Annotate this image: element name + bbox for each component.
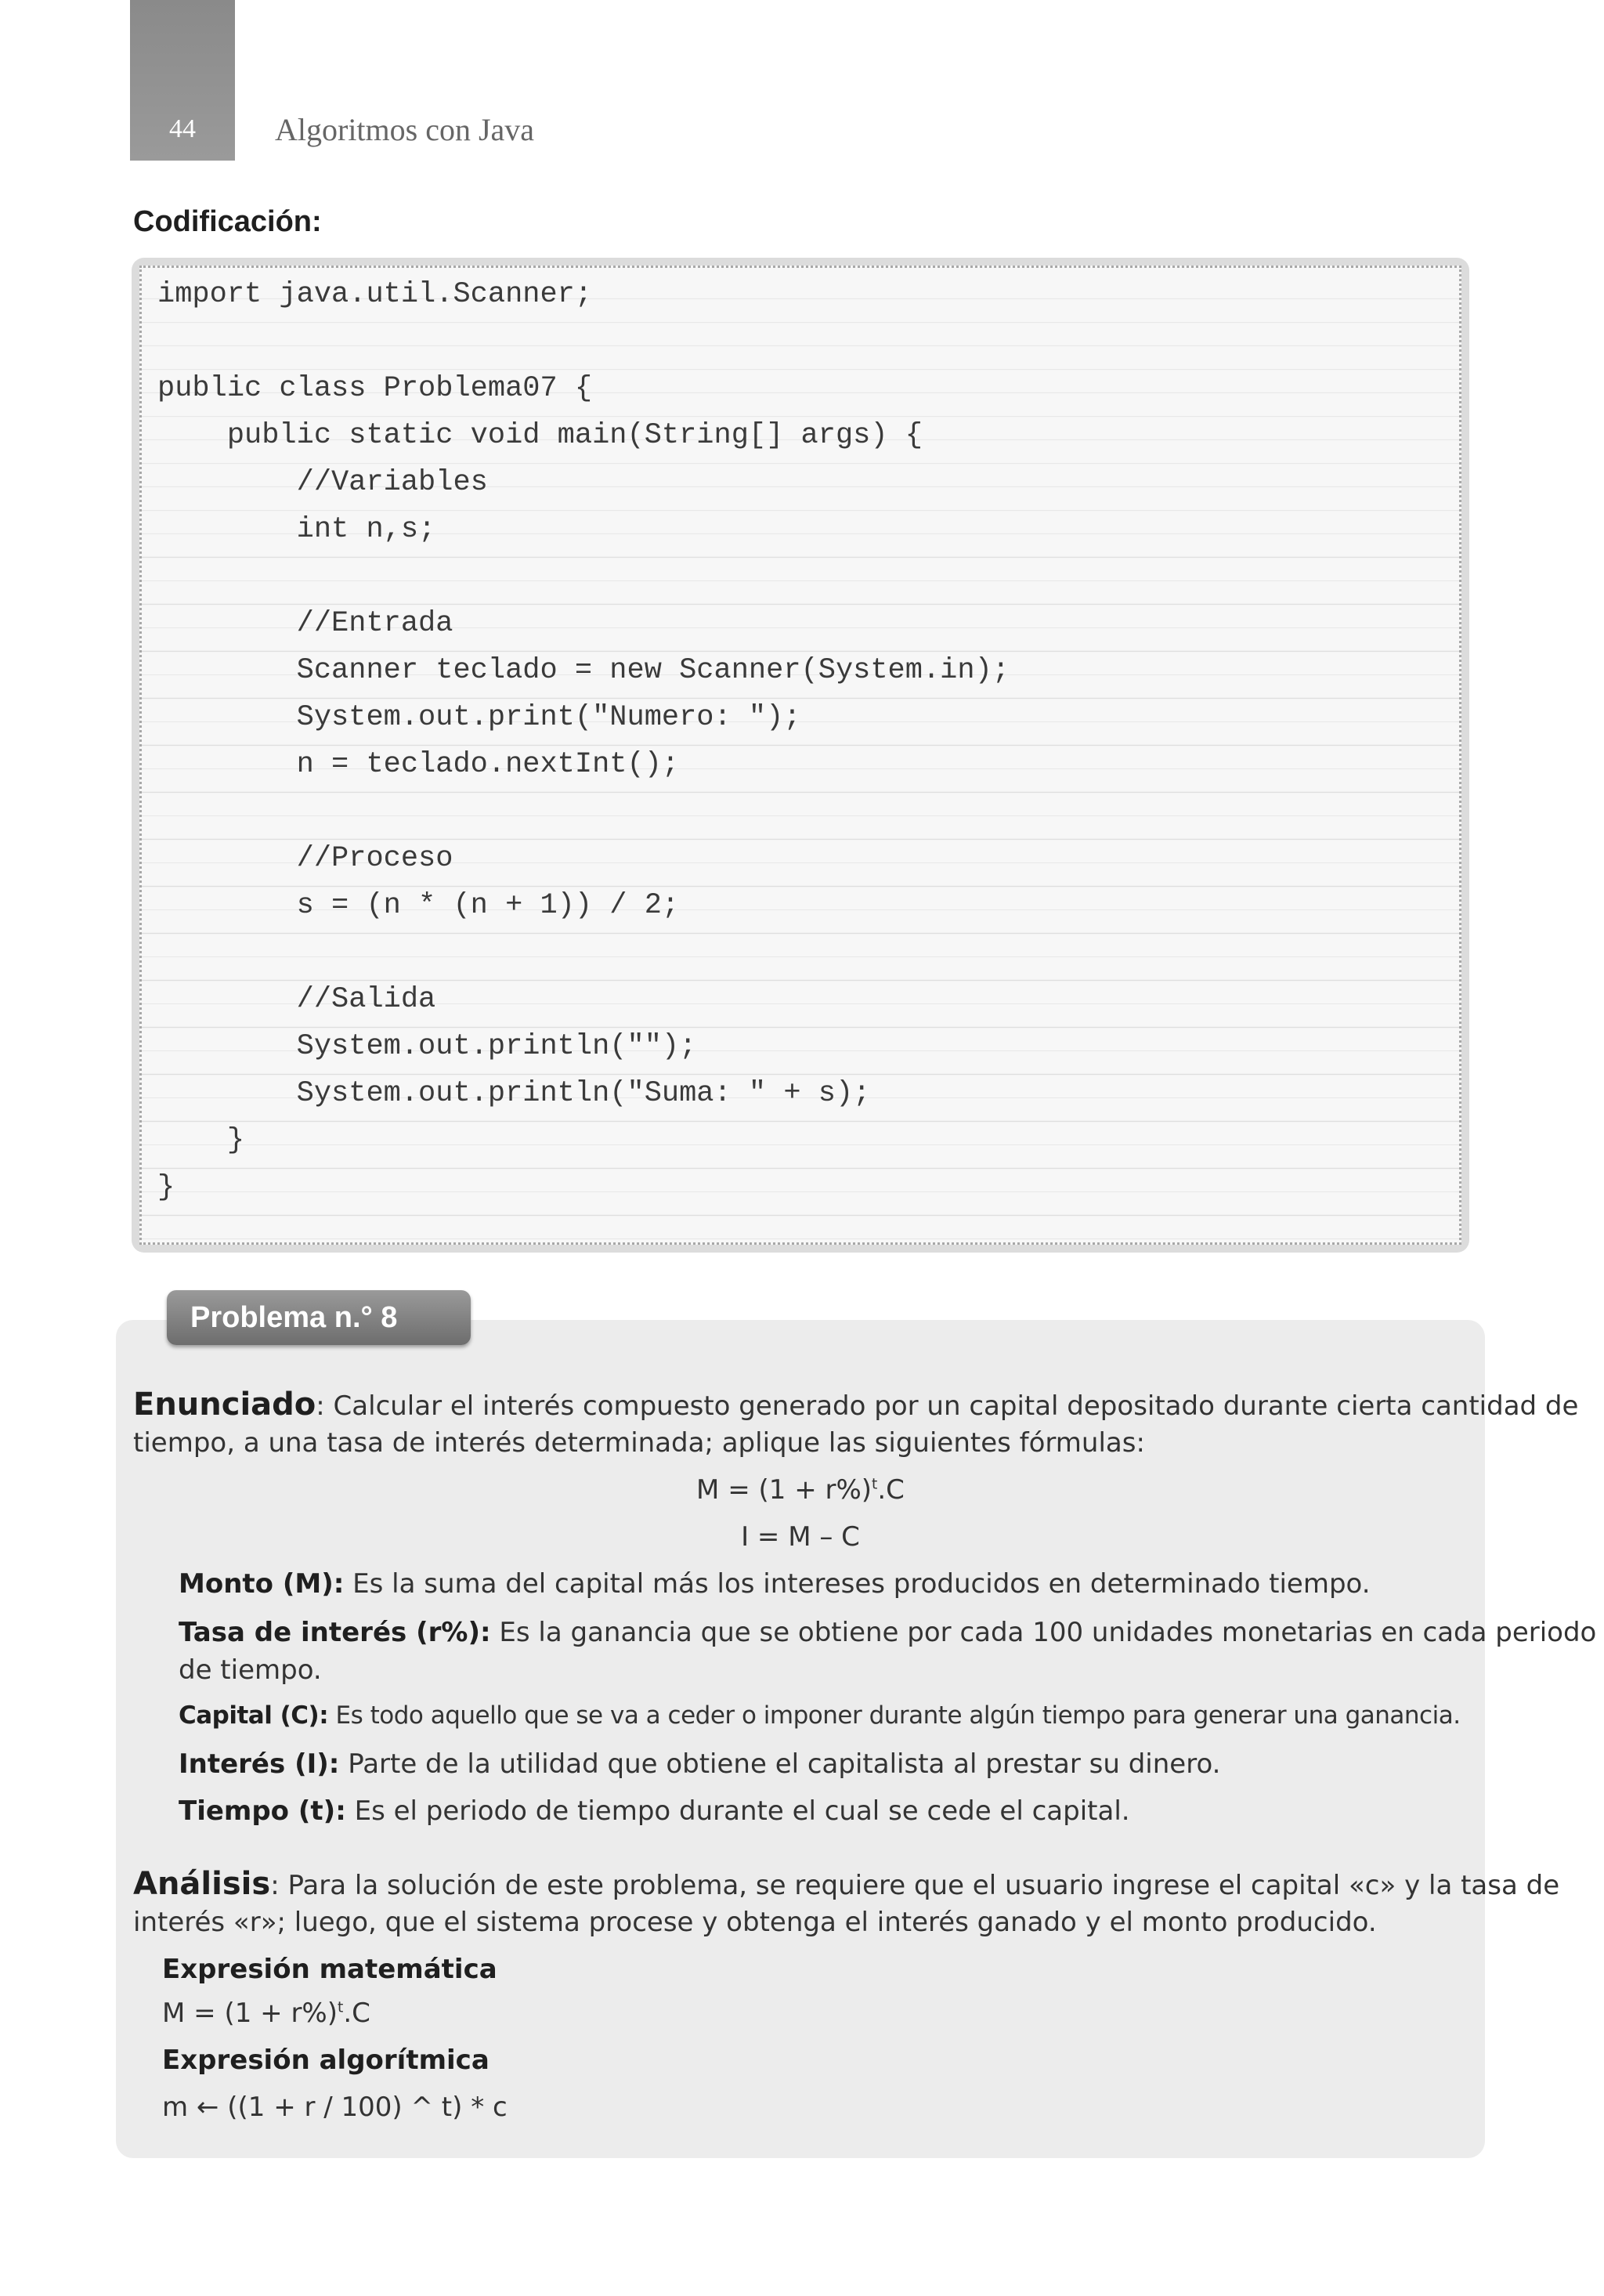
definition-term: Capital (C): — [179, 1701, 329, 1730]
math-exponent: t — [338, 1999, 344, 2016]
analysis-line-2: interés «r»; luego, que el sistema procese y obtenga el interés ganado y el monto producido. — [133, 1907, 1377, 1938]
statement-line-2: tiempo, a una tasa de interés determinada; aplique las siguientes fórmulas: — [133, 1427, 1145, 1459]
code-listing — [139, 266, 1461, 1245]
math-expression — [162, 1998, 370, 2029]
running-title: Algoritmos con Java — [275, 112, 535, 147]
code-line: System.out.println(""); — [157, 1030, 697, 1063]
statement-text: : Calcular el interés compuesto generado por un capital depositado durante cierta cantidad de — [316, 1390, 1579, 1422]
code-line: System.out.println("Suma: " + s); — [157, 1077, 871, 1110]
code-line: int n,s; — [157, 513, 436, 546]
definition-monto — [179, 1568, 1371, 1600]
problem-badge: Problema n.° 8 — [167, 1290, 471, 1345]
code-line: public static void main(String[] args) { — [157, 419, 923, 452]
code-line: } — [157, 1124, 245, 1157]
code-box — [132, 258, 1469, 1253]
algorithmic-expression-heading: Expresión algorítmica — [162, 2045, 490, 2076]
analysis-label: Análisis — [133, 1866, 271, 1902]
definition-text: Parte de la utilidad que obtiene el capitalista al prestar su dinero. — [339, 1748, 1221, 1780]
definition-text: Es la ganancia que se obtiene por cada 100 unidades monetarias en cada periodo — [490, 1617, 1597, 1648]
statement-label: Enunciado — [133, 1387, 316, 1423]
formula-compound — [116, 1474, 1485, 1506]
code-line: } — [157, 1171, 175, 1204]
definition-tiempo — [179, 1795, 1130, 1827]
code-line: n = teclado.nextInt(); — [157, 748, 680, 781]
formula-exponent: t — [872, 1476, 878, 1493]
formula-base: M = (1 + r%) — [696, 1474, 872, 1506]
definition-tasa-cont: de tiempo. — [179, 1654, 322, 1686]
definition-term: Monto (M): — [179, 1568, 345, 1600]
math-expression-heading: Expresión matemática — [162, 1954, 497, 1985]
page-number: 44 — [169, 114, 196, 143]
analysis-text: : Para la solución de este problema, se requiere que el usuario ingrese el capital «c» y la tasa de — [270, 1870, 1560, 1901]
code-line: //Entrada — [157, 607, 453, 640]
code-line: System.out.print("Numero: "); — [157, 701, 801, 734]
math-tail: .C — [343, 1998, 370, 2029]
code-line: public class Problema07 { — [157, 372, 593, 405]
definition-interes — [179, 1748, 1220, 1780]
code-line: Scanner teclado = new Scanner(System.in); — [157, 654, 1010, 687]
algorithmic-expression: m ← ((1 + r / 100) ^ t) * c — [162, 2092, 508, 2123]
definition-term: Interés (I): — [179, 1748, 340, 1780]
code-line: //Proceso — [157, 842, 453, 875]
codification-heading: Codificación: — [133, 205, 322, 238]
statement-line-1 — [133, 1387, 1578, 1423]
definition-text: Es todo aquello que se va a ceder o imponer durante algún tiempo para generar una ganancia. — [328, 1701, 1461, 1730]
definition-capital — [179, 1701, 1461, 1730]
code-line: import java.util.Scanner; — [157, 278, 593, 311]
definition-term: Tasa de interés (r%): — [179, 1617, 491, 1648]
analysis-line-1 — [133, 1866, 1559, 1902]
definition-text: Es la suma del capital más los intereses producidos en determinado tiempo. — [344, 1568, 1371, 1600]
definition-text: Es el periodo de tiempo durante el cual se cede el capital. — [345, 1795, 1130, 1827]
formula-interest: I = M – C — [741, 1521, 860, 1553]
code-line: //Salida — [157, 983, 436, 1016]
math-base: M = (1 + r%) — [162, 1998, 338, 2029]
code-line: s = (n * (n + 1)) / 2; — [157, 889, 680, 922]
definition-tasa — [179, 1617, 1596, 1648]
definition-term: Tiempo (t): — [179, 1795, 346, 1827]
code-line: //Variables — [157, 466, 488, 499]
formula-tail: .C — [877, 1474, 905, 1506]
